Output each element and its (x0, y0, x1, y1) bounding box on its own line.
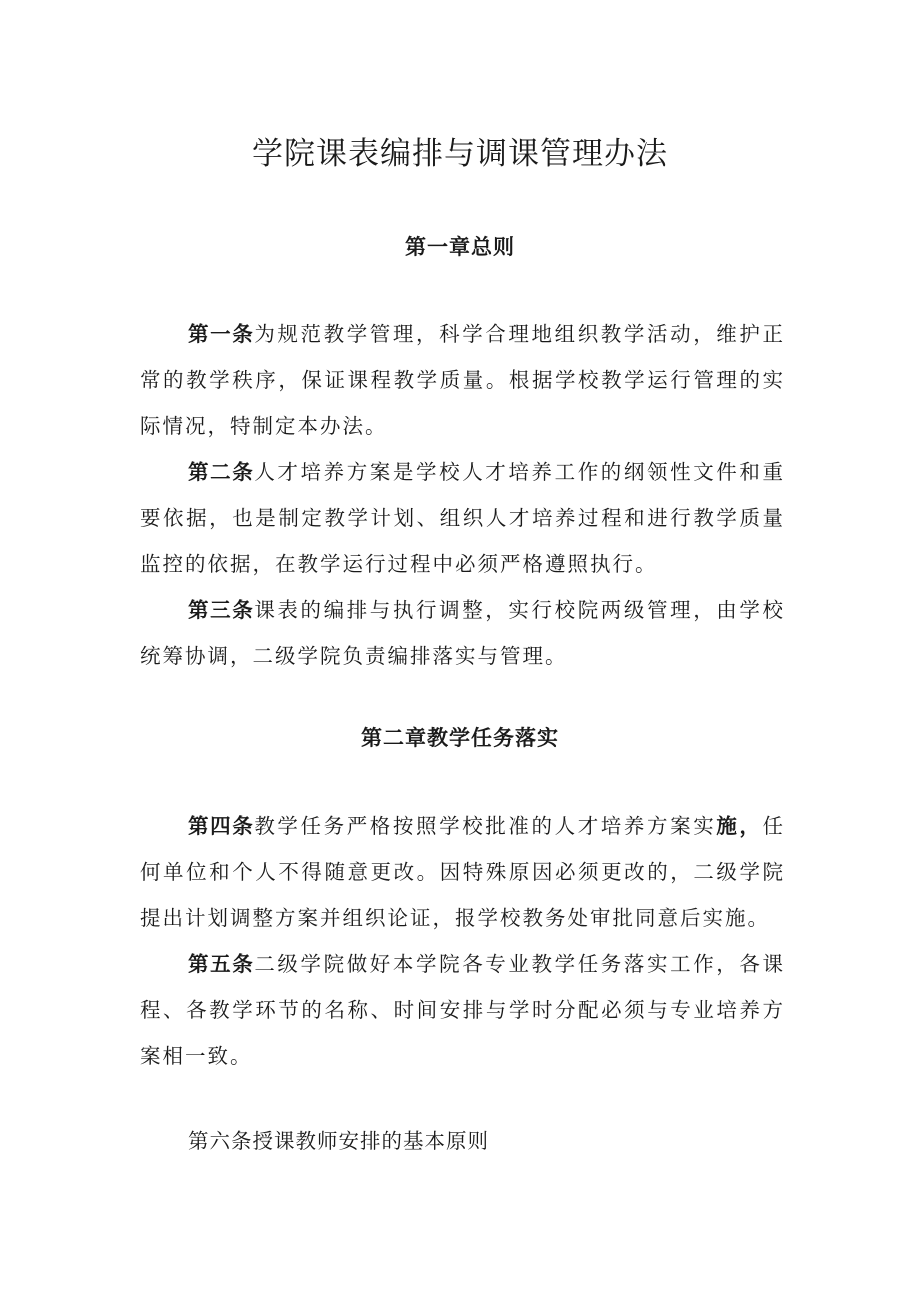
article-label: 第三条 (188, 598, 255, 622)
article-1 (140, 311, 785, 449)
article-text: 课表的编排与执行调整，实行校院两级管理，由学校统筹协调，二级学院负责编排落实与管理。 (140, 598, 786, 668)
article-text: 人才培养方案是学校人才培养工作的纲领性文件和重要依据，也是制定教学计划、组织人才培养过程和进行教学质量监控的依据，在教学运行过程中必须严格遵照执行。 (140, 460, 786, 576)
article-4 (140, 803, 785, 941)
article-text: 任何单位和个人不得随意更改。因特殊原因必须更改的，二级学院提出计划调整方案并组织论证，报学校教务处审批同意后实施。 (140, 814, 786, 930)
article-text: 为规范教学管理，科学合理地组织教学活动，维护正常的教学秩序，保证课程教学质量。根据学校教学运行管理的实际情况，特制定本办法。 (140, 322, 786, 438)
article-6: 第六条授课教师安排的基本原则 (188, 1129, 489, 1153)
article-label: 第四条 (188, 814, 255, 838)
document-title: 学院课表编排与调课管理办法 (252, 136, 668, 172)
article-3 (140, 587, 785, 679)
chapter-heading-1: 第一章总则 (405, 235, 515, 259)
article-text-emphasis: 施， (716, 814, 763, 838)
article-text: 教学任务严格按照学校批准的人才培养方案实 (254, 814, 717, 838)
article-text: 二级学院做好本学院各专业教学任务落实工作，各课程、各教学环节的名称、时间安排与学时分配必须与专业培养方案相一致。 (140, 952, 786, 1068)
article-label: 第一条 (188, 322, 255, 346)
article-label: 第五条 (188, 952, 255, 976)
chapter-heading-2: 第二章教学任务落实 (361, 726, 559, 750)
article-label: 第二条 (188, 460, 255, 484)
article-5 (140, 941, 785, 1079)
article-2 (140, 449, 785, 587)
